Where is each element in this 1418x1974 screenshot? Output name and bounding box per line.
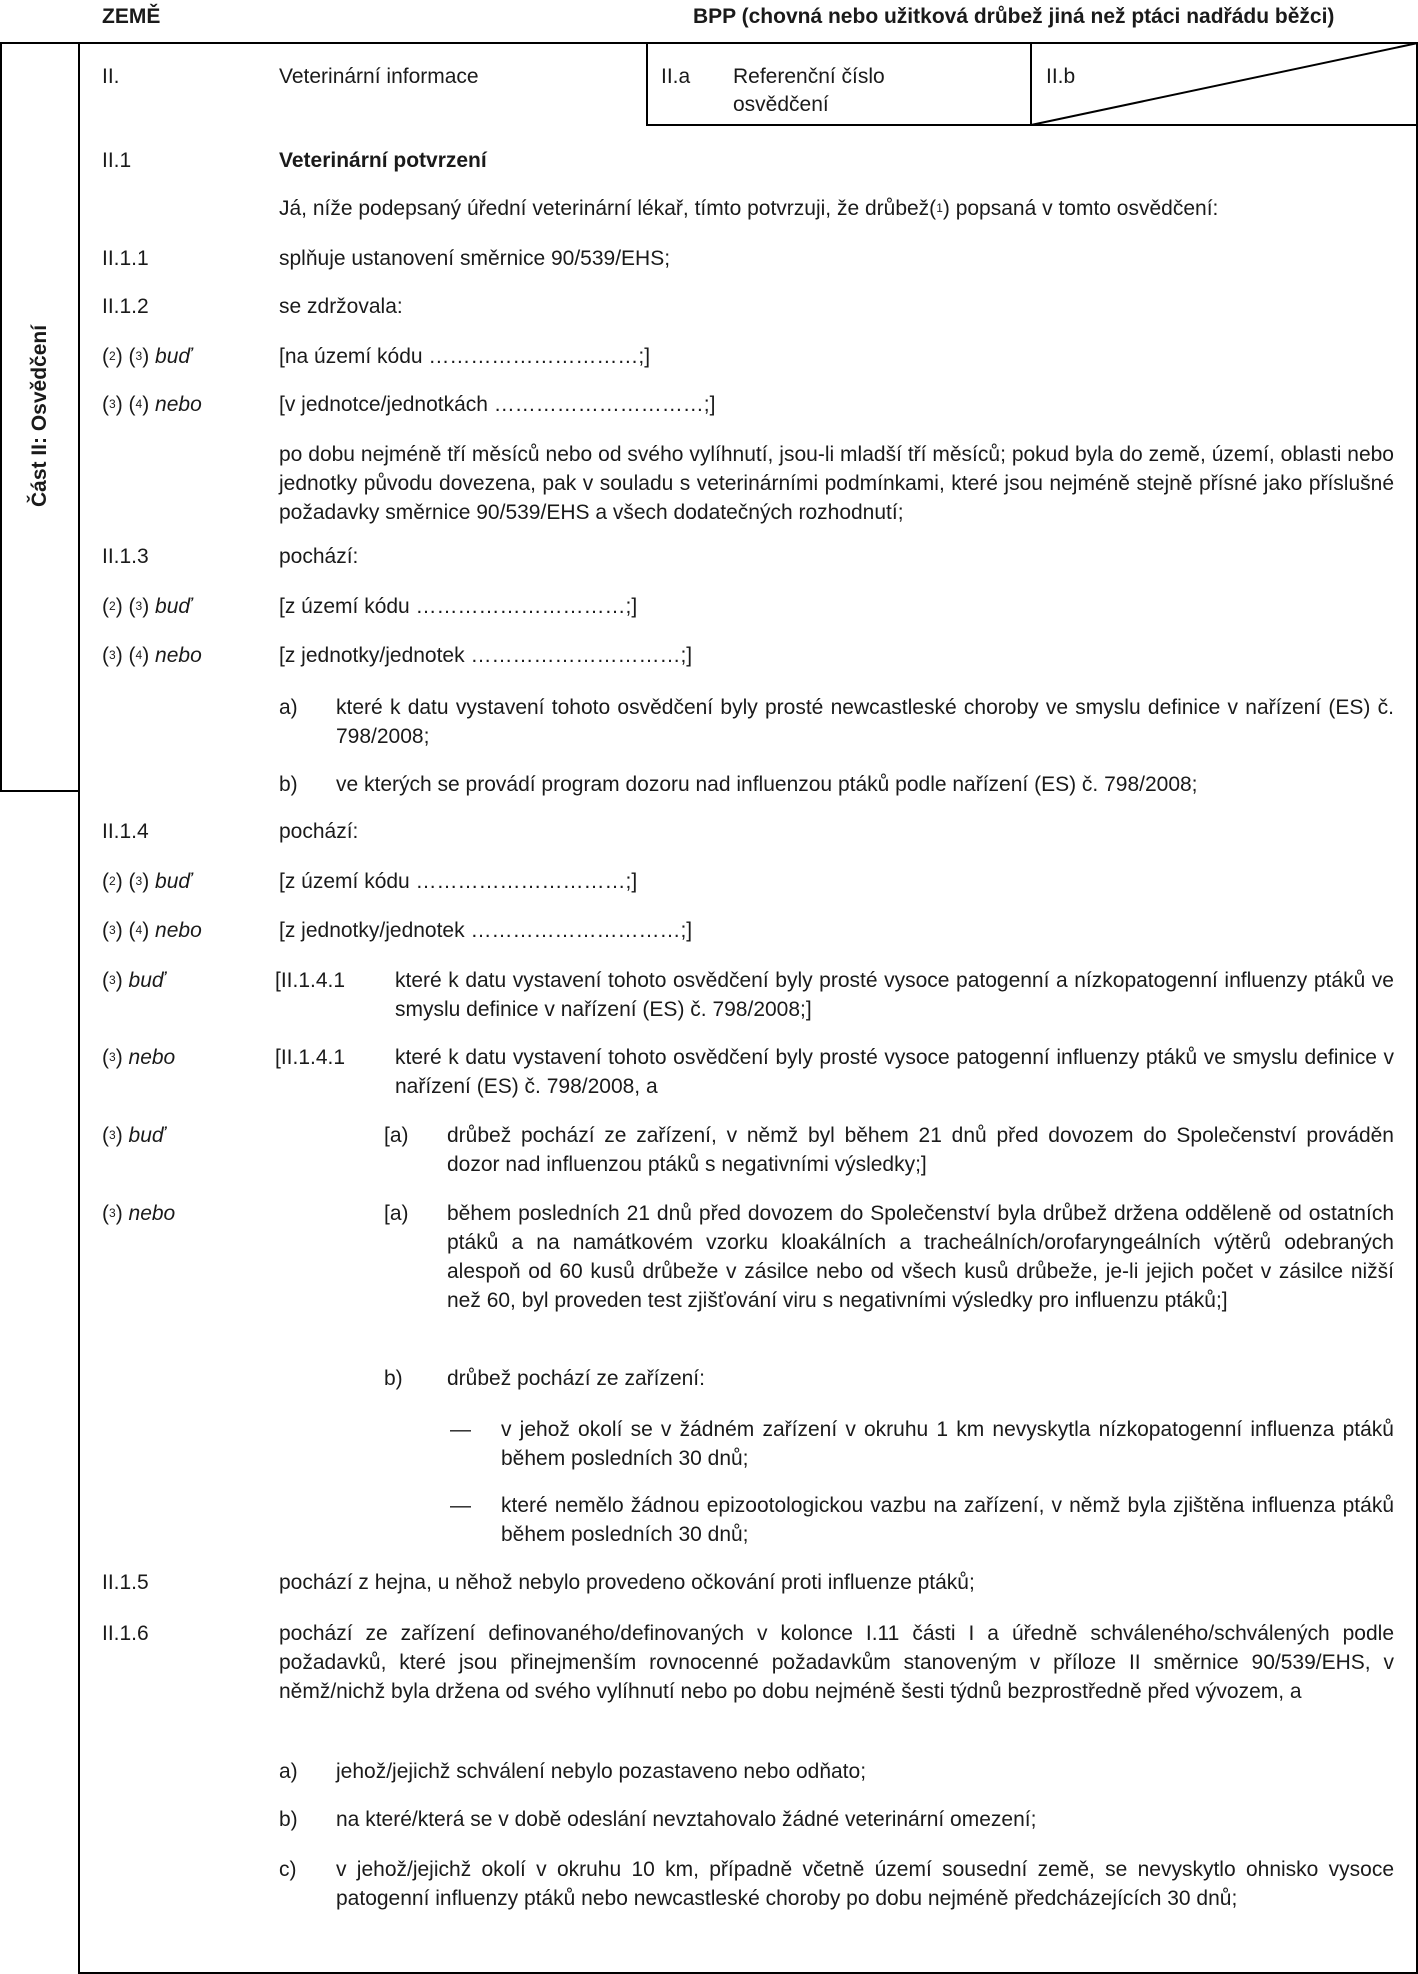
footnote-ref-3: 3 (135, 349, 143, 363)
nebo-label: nebo (155, 919, 202, 942)
footnote-ref-2: 2 (109, 874, 116, 888)
outer-left-border (0, 42, 2, 792)
ref-title-line1: Referenční číslo (733, 65, 885, 88)
intro-text (279, 194, 1218, 223)
sub-a2-text: během posledních 21 dnů před dovozem do Společenství byla drůbež držena odděleně od ostatních ptáků a na namátkovém vzorku kloakálních a tracheálních/orofaryngeálních výtěrů odebraných alespoň od 60 kusů drůbeže v zásilce nebo od všech kusů drůbeže, je-li jejich počet v zásilce nižší než 60, byl proveden test zjišťování viru s negativními výsledky pro influenzu ptáků;] (447, 1202, 1394, 1312)
dash2-text: které nemělo žádnou epizootologickou vazbu na zařízení, v němž byla zjištěna influenza ptáků během posledních 30 dnů; (501, 1494, 1394, 1546)
ii12-option1-footnotes: ($^2$) ($^3$) buď (102, 345, 192, 368)
ii14-text: pochází: (279, 820, 359, 843)
ii141a-text: které k datu vystavení tohoto osvědčení byly prosté vysoce patogenní a nízkopatogenní influenzy ptáků ve smyslu definice v nařízení (ES) č. 798/2008;] (395, 969, 1394, 1021)
ii16-a-label: a) (279, 1760, 298, 1783)
side-bottom-border (0, 790, 80, 792)
footnote-ref-3: 3 (109, 973, 116, 987)
ref-title-line2: osvědčení (733, 93, 829, 116)
ii13-a-label: a) (279, 696, 298, 719)
ii141b-number: [II.1.4.1 (275, 1046, 346, 1069)
ii16-text: pochází ze zařízení definovaného/definovaných v kolonce I.11 části I a úředně schváleného/schválených podle požadavků, které jsou přinejmenším rovnocenné požadavkům stanoveným v příloze II směrnice 90/539/EHS, v němž/nichž byla držena od svého vylíhnutí nebo po dobu nejméně šesti týdnů bezprostředně před vývozem, a (279, 1622, 1394, 1703)
ii11-text: splňuje ustanovení směrnice 90/539/EHS; (279, 247, 671, 270)
ii11-number: II.1.1 (102, 247, 149, 270)
footnote-ref-4: 4 (135, 648, 143, 662)
bud-label: buď (155, 870, 192, 893)
ii12-option2-text: [v jednotce/jednotkách …………………………;] (279, 393, 716, 416)
ii1-number: II.1 (102, 149, 132, 172)
ii141a-footnotes: ($^3$) buď (102, 969, 165, 992)
ii14-option2-text: [z jednotky/jednotek …………………………;] (279, 919, 693, 942)
sub-a1-label: [a) (384, 1124, 409, 1147)
footnote-ref-4: 4 (135, 397, 143, 411)
ii12-paragraph: po dobu nejméně tří měsíců nebo od svého vylíhnutí, jsou-li mladší tří měsíců; pokud byla do země, území, oblasti nebo jednotky původu dovezena, pak v souladu s veterinárními podmínkami, které jsou nejméně stejně přísné jako příslušné požadavky směrnice 90/539/EHS a všech dodatečných rozhodnutí; (279, 443, 1394, 524)
ii12-option1-text: [na území kódu …………………………;] (279, 345, 651, 368)
sub-a1-footnotes: ($^3$) buď (102, 1124, 165, 1147)
section-number: II. (102, 65, 120, 88)
ii13-a-text: které k datu vystavení tohoto osvědčení byly prosté newcastleské choroby ve smyslu definice v nařízení (ES) č. 798/2008; (336, 696, 1394, 748)
ii15-number: II.1.5 (102, 1571, 149, 1594)
main-left-border (78, 42, 80, 1974)
footnote-ref-1: 1 (936, 201, 943, 215)
ii141b-text: které k datu vystavení tohoto osvědčení byly prosté vysoce patogenní influenzy ptáků ve smyslu definice v nařízení (ES) č. 798/2008, a (395, 1046, 1394, 1098)
ii13-option1-text: [z území kódu …………………………;] (279, 595, 638, 618)
ii16-c-label: c) (279, 1858, 297, 1881)
ii16-b-text: na které/která se v době odeslání nevztahovalo žádné veterinární omezení; (336, 1808, 1037, 1831)
certificate-title: BPP (chovná nebo užitková drůbež jiná než ptáci nadřádu běžci) (693, 5, 1335, 28)
footnote-ref-3: 3 (109, 1128, 116, 1142)
ii141a-number: [II.1.4.1 (275, 969, 346, 992)
ii13-b-label: b) (279, 773, 298, 796)
nebo-label: nebo (128, 1202, 176, 1225)
bud-label: buď (128, 1124, 165, 1147)
dash1-text: v jehož okolí se v žádném zařízení v okruhu 1 km nevyskytla nízkopatogenní influenza ptáků během posledních 30 dnů; (501, 1418, 1394, 1470)
country-label: ZEMĚ (102, 5, 161, 28)
ii12-number: II.1.2 (102, 295, 149, 318)
ii13-text: pochází: (279, 545, 359, 568)
footnote-ref-3: 3 (135, 874, 143, 888)
ii16-c-text: v jehož/jejichž okolí v okruhu 10 km, případně včetně území sousední země, se nevyskytlo ohnisko vysoce patogenní influenzy ptáků nebo newcastleské choroby po dobu nejméně předcházejících 30 dnů; (336, 1858, 1394, 1910)
ii16-a-text: jehož/jejichž schválení nebylo pozastaveno nebo odňato; (336, 1760, 867, 1783)
ii13-option2-text: [z jednotky/jednotek …………………………;] (279, 644, 693, 667)
footnote-ref-3: 3 (109, 923, 116, 937)
ii13-b-text: ve kterých se provádí program dozoru nad influenzou ptáků podle nařízení (ES) č. 798/2008; (336, 773, 1198, 796)
bud-label: buď (155, 345, 192, 368)
nebo-label: nebo (128, 1046, 176, 1069)
ii15-text: pochází z hejna, u něhož nebylo provedeno očkování proti influenze ptáků; (279, 1571, 975, 1594)
sub-b-label: b) (384, 1367, 403, 1390)
iia-left-border (646, 42, 648, 126)
side-section-label: Část II: Osvědčení (28, 324, 51, 507)
bud-label: buď (155, 595, 192, 618)
dash-1: — (450, 1418, 471, 1441)
ii14-option1-text: [z území kódu …………………………;] (279, 870, 638, 893)
ii141b-footnotes: ($^3$) nebo (102, 1046, 176, 1069)
ii14-option1-footnotes: ($^2$) ($^3$) buď (102, 870, 192, 893)
ii12-option2-footnotes: ($^3$) ($^4$) nebo (102, 393, 202, 416)
ii14-option2-footnotes: ($^3$) ($^4$) nebo (102, 919, 202, 942)
footnote-ref-4: 4 (135, 923, 143, 937)
iib-label: II.b (1046, 65, 1076, 88)
nebo-label: nebo (155, 393, 202, 416)
footnote-ref-3: 3 (135, 599, 143, 613)
intro-text-part2: ) popsaná v tomto osvědčení: (942, 197, 1219, 220)
sub-a2-footnotes: ($^3$) nebo (102, 1202, 176, 1225)
footnote-ref-2: 2 (109, 349, 116, 363)
ii13-option2-footnotes: ($^3$) ($^4$) nebo (102, 644, 202, 667)
ii13-number: II.1.3 (102, 545, 149, 568)
sub-a2-label: [a) (384, 1202, 409, 1225)
ii13-option1-footnotes: ($^2$) ($^3$) buď (102, 595, 192, 618)
ii12-text: se zdržovala: (279, 295, 403, 318)
sub-a1-text: drůbež pochází ze zařízení, v němž byl během 21 dnů před dovozem do Společenství prováděn dozor nad influenzou ptáků s negativními výsledky;] (447, 1124, 1394, 1176)
ref-number-label: II.a (661, 65, 691, 88)
dash-2: — (450, 1494, 471, 1517)
ii1-title: Veterinární potvrzení (279, 149, 487, 172)
footnote-ref-3: 3 (109, 1050, 116, 1064)
ii16-number: II.1.6 (102, 1622, 149, 1645)
sub-b-text: drůbež pochází ze zařízení: (447, 1367, 705, 1390)
section-title: Veterinární informace (279, 65, 479, 88)
ii14-number: II.1.4 (102, 820, 149, 843)
iib-diagonal-line (1030, 42, 1418, 126)
intro-text-part1: Já, níže podepsaný úřední veterinární lékař, tímto potvrzuji, že drůbež( (279, 197, 937, 220)
footnote-ref-2: 2 (109, 599, 116, 613)
footnote-ref-3: 3 (109, 1206, 116, 1220)
bud-label: buď (128, 969, 165, 992)
footnote-ref-3: 3 (109, 397, 116, 411)
ii16-b-label: b) (279, 1808, 298, 1831)
nebo-label: nebo (155, 644, 202, 667)
footnote-ref-3: 3 (109, 648, 116, 662)
